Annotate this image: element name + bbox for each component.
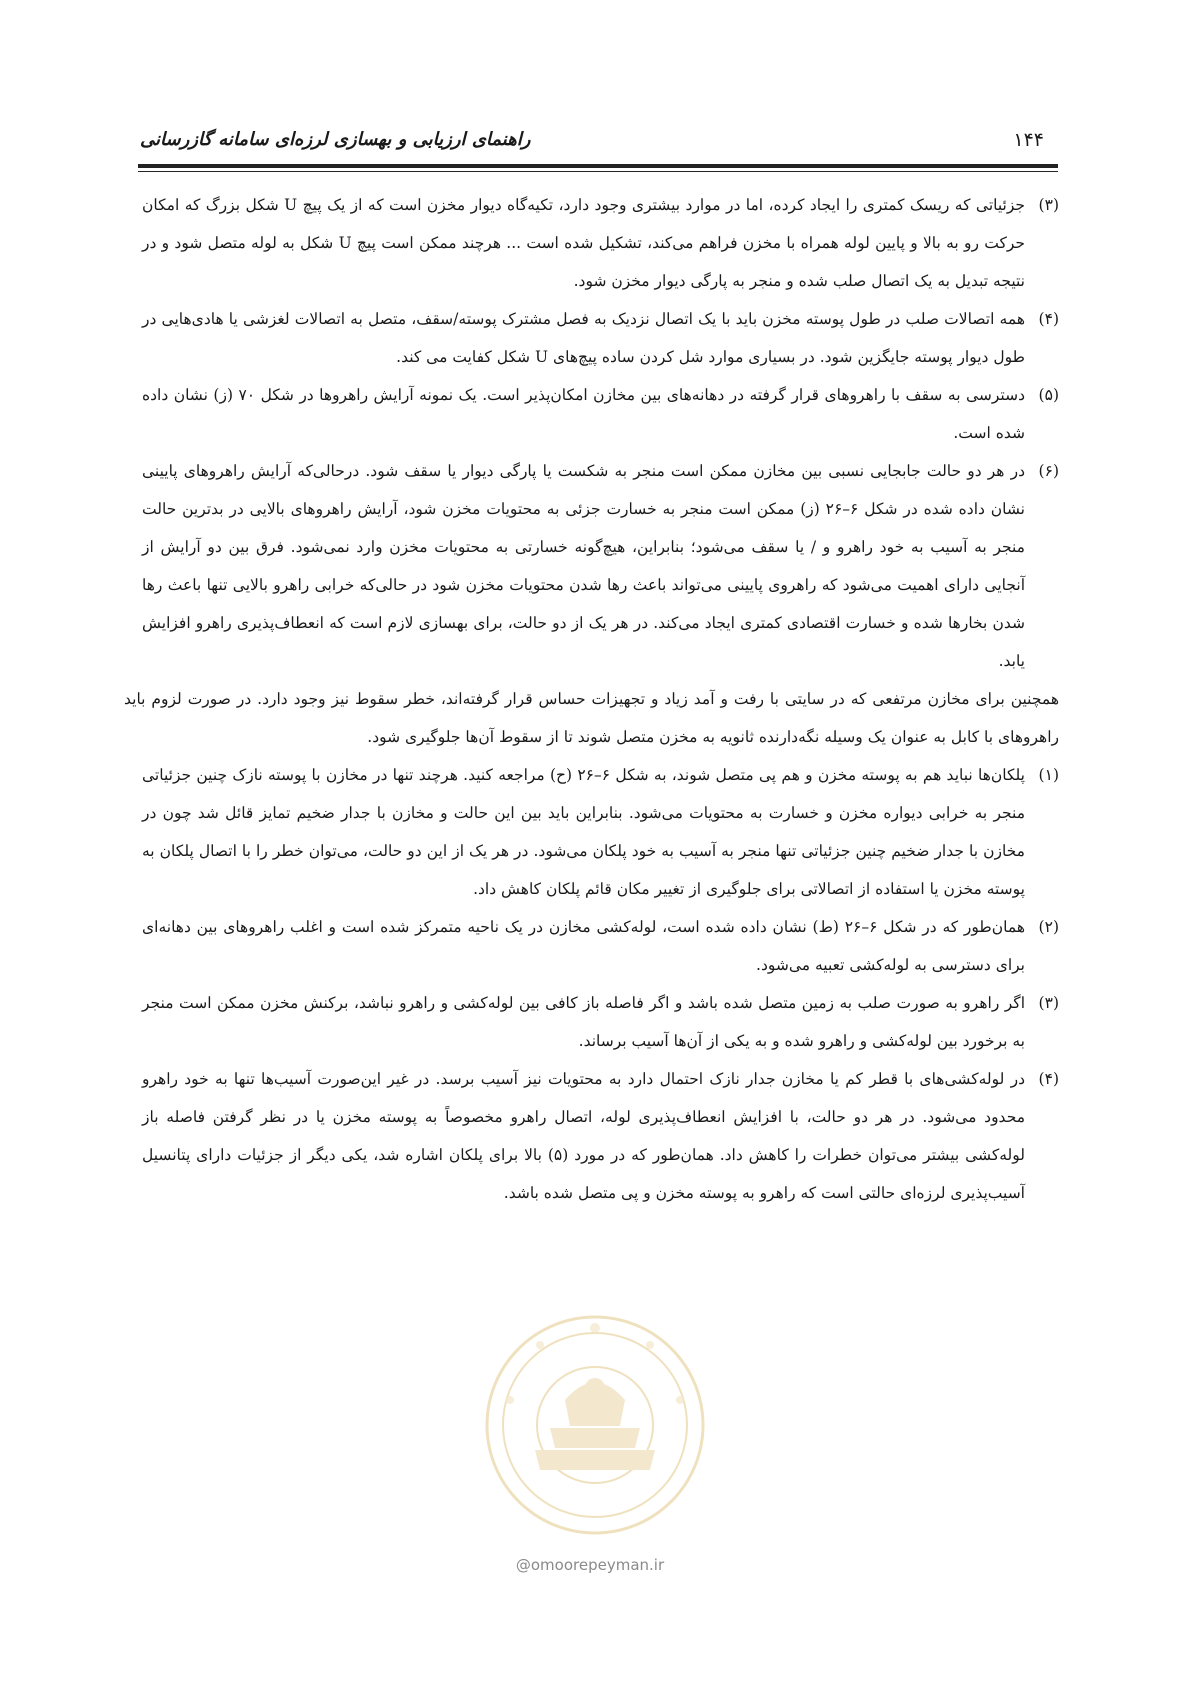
- item-text: همه اتصالات صلب در طول پوسته مخزن باید با یک اتصال نزدیک به فصل مشترک پوسته/سقف، متصل به اتصالات لغزشی یا هادی‌هایی در طول دیوار پوسته جایگزین شود. در بسیاری موارد شل کردن ساده پیچ‌های U شکل کفایت می کند.: [142, 310, 1025, 366]
- header-rule-thick: [138, 164, 1058, 168]
- item-number: (۱): [1038, 766, 1059, 784]
- list-item: [142, 756, 1059, 908]
- item-number: (۶): [1038, 462, 1059, 480]
- item-number: (۵): [1038, 386, 1059, 404]
- body-paragraph: همچنین برای مخازن مرتفعی که در سایتی با رفت و آمد زیاد و تجهیزات حساس قرار گرفته‌اند، خطر سقوط نیز وجود دارد. در صورت لزوم باید راهروهای با کابل به عنوان یک وسیله نگه‌دارنده ثانویه به مخزن متصل شوند تا از سقوط آن‌ها جلوگیری شود.: [124, 690, 1059, 746]
- body-text: [124, 186, 1059, 1212]
- item-number: (۳): [1038, 994, 1059, 1012]
- item-text: پلکان‌ها نباید هم به پوسته مخزن و هم پی متصل شوند، به شکل ۶–۲۶ (ح) مراجعه کنید. هرچند تنها در مخازن با پوسته نازک چنین جزئیاتی منجر به خرابی دیواره مخزن و خسارت به محتویات می‌شود. بنابراین باید بین این حالت و مخازن با جدار ضخیم تمایز قائل شد چون در مخازن با جدار ضخیم چنین جزئیاتی تنها منجر به آسیب به خود پلکان می‌شود. در هر یک از این دو حالت، می‌توان خطر را با اتصال پلکان به پوسته مخزن یا استفاده از اتصالاتی برای جلوگیری از تغییر مکان قائم پلکان کاهش داد.: [142, 766, 1025, 898]
- item-text: اگر راهرو به صورت صلب به زمین متصل شده باشد و اگر فاصله باز کافی بین لوله‌کشی و راهرو نباشد، برکنش مخزن ممکن است منجر به برخورد بین لوله‌کشی و راهرو شده و به یکی از آن‌ها آسیب برساند.: [142, 994, 1025, 1050]
- list-item: [142, 984, 1059, 1060]
- item-text: همان‌طور که در شکل ۶–۲۶ (ط) نشان داده شده است، لوله‌کشی مخازن در یک ناحیه متمرکز شده است و اغلب راهروهای بین دهانه‌ای برای دسترسی به لوله‌کشی تعبیه می‌شود.: [142, 918, 1026, 974]
- item-text: در هر دو حالت جابجایی نسبی بین مخازن ممکن است منجر به شکست یا پارگی دیوار یا سقف شود. درحالی‌که آرایش راهروهای پایینی نشان داده شده در شکل ۶–۲۶ (ز) ممکن است منجر به خسارت جزئی به محتویات مخزن شود، آرایش راهروهای بالایی در بدترین حالت منجر به آسیب به خود راهرو و / یا سقف می‌شود؛ بنابراین، هیچ‌گونه خسارتی به محتویات مخزن وارد نمی‌شود. فرق بین دو آرایش از آنجایی دارای اهمیت می‌شود که راهروی پایینی می‌تواند باعث رها شدن محتویات مخزن شود در حالی‌که خرابی راهرو بالایی تنها باعث رها شدن بخارها شده و خسارت اقتصادی کمتری ایجاد می‌کند. در هر یک از دو حالت، برای بهسازی لازم است که انعطاف‌پذیری راهرو افزایش یابد.: [142, 462, 1025, 670]
- list-item: [142, 452, 1059, 680]
- item-text: دسترسی به سقف با راهروهای قرار گرفته در دهانه‌های بین مخازن امکان‌پذیر است. یک نمونه آرایش راهروها در شکل ۷۰ (ز) نشان داده شده است.: [142, 386, 1025, 442]
- header-rule-thin: [138, 171, 1058, 172]
- item-number: (۳): [1038, 196, 1059, 214]
- list-item: [142, 300, 1059, 376]
- running-title: راهنمای ارزیابی و بهسازی لرزه‌ای سامانه گازرسانی: [140, 129, 531, 150]
- item-number: (۴): [1038, 1070, 1059, 1088]
- list-item: [142, 376, 1059, 452]
- list-item: [142, 908, 1059, 984]
- watermark-seal-icon: [480, 1310, 710, 1540]
- watermark-url: @omoorepeyman.ir: [515, 1556, 665, 1574]
- page-number: ۱۴۴: [1013, 129, 1044, 151]
- item-text: جزئیاتی که ریسک کمتری را ایجاد کرده، اما در موارد بیشتری وجود دارد، تکیه‌گاه دیوار مخزن است که از یک پیچ U شکل بزرگ که امکان حرکت رو به بالا و پایین لوله همراه با مخزن فراهم می‌کند، تشکیل شده است ... هرچند ممکن است پیچ U شکل به لوله متصل شود و در نتیجه تبدیل به یک اتصال صلب شده و منجر به پارگی دیوار مخزن شود.: [142, 196, 1025, 290]
- item-text: در لوله‌کشی‌های با قطر کم یا مخازن جدار نازک احتمال دارد به محتویات نیز آسیب برسد. در غیر این‌صورت آسیب‌ها تنها به خود راهرو محدود می‌شود. در هر دو حالت، با افزایش انعطاف‌پذیری لوله، اتصال راهرو مخصوصاً به پوسته مخزن یا در نظر گرفتن فاصله باز لوله‌کشی بیشتر می‌توان خطرات را کاهش داد. همان‌طور که در مورد (۵) بالا برای پلکان اشاره شد، یکی دیگر از جزئیات دارای پتانسیل آسیب‌پذیری لرزه‌ای حالتی است که راهرو به پوسته مخزن و پی متصل شده باشد.: [142, 1070, 1025, 1202]
- item-number: (۴): [1038, 310, 1059, 328]
- item-number: (۲): [1038, 918, 1059, 936]
- list-item: [142, 186, 1059, 300]
- page-header: [138, 125, 1058, 165]
- list-item: [142, 1060, 1059, 1212]
